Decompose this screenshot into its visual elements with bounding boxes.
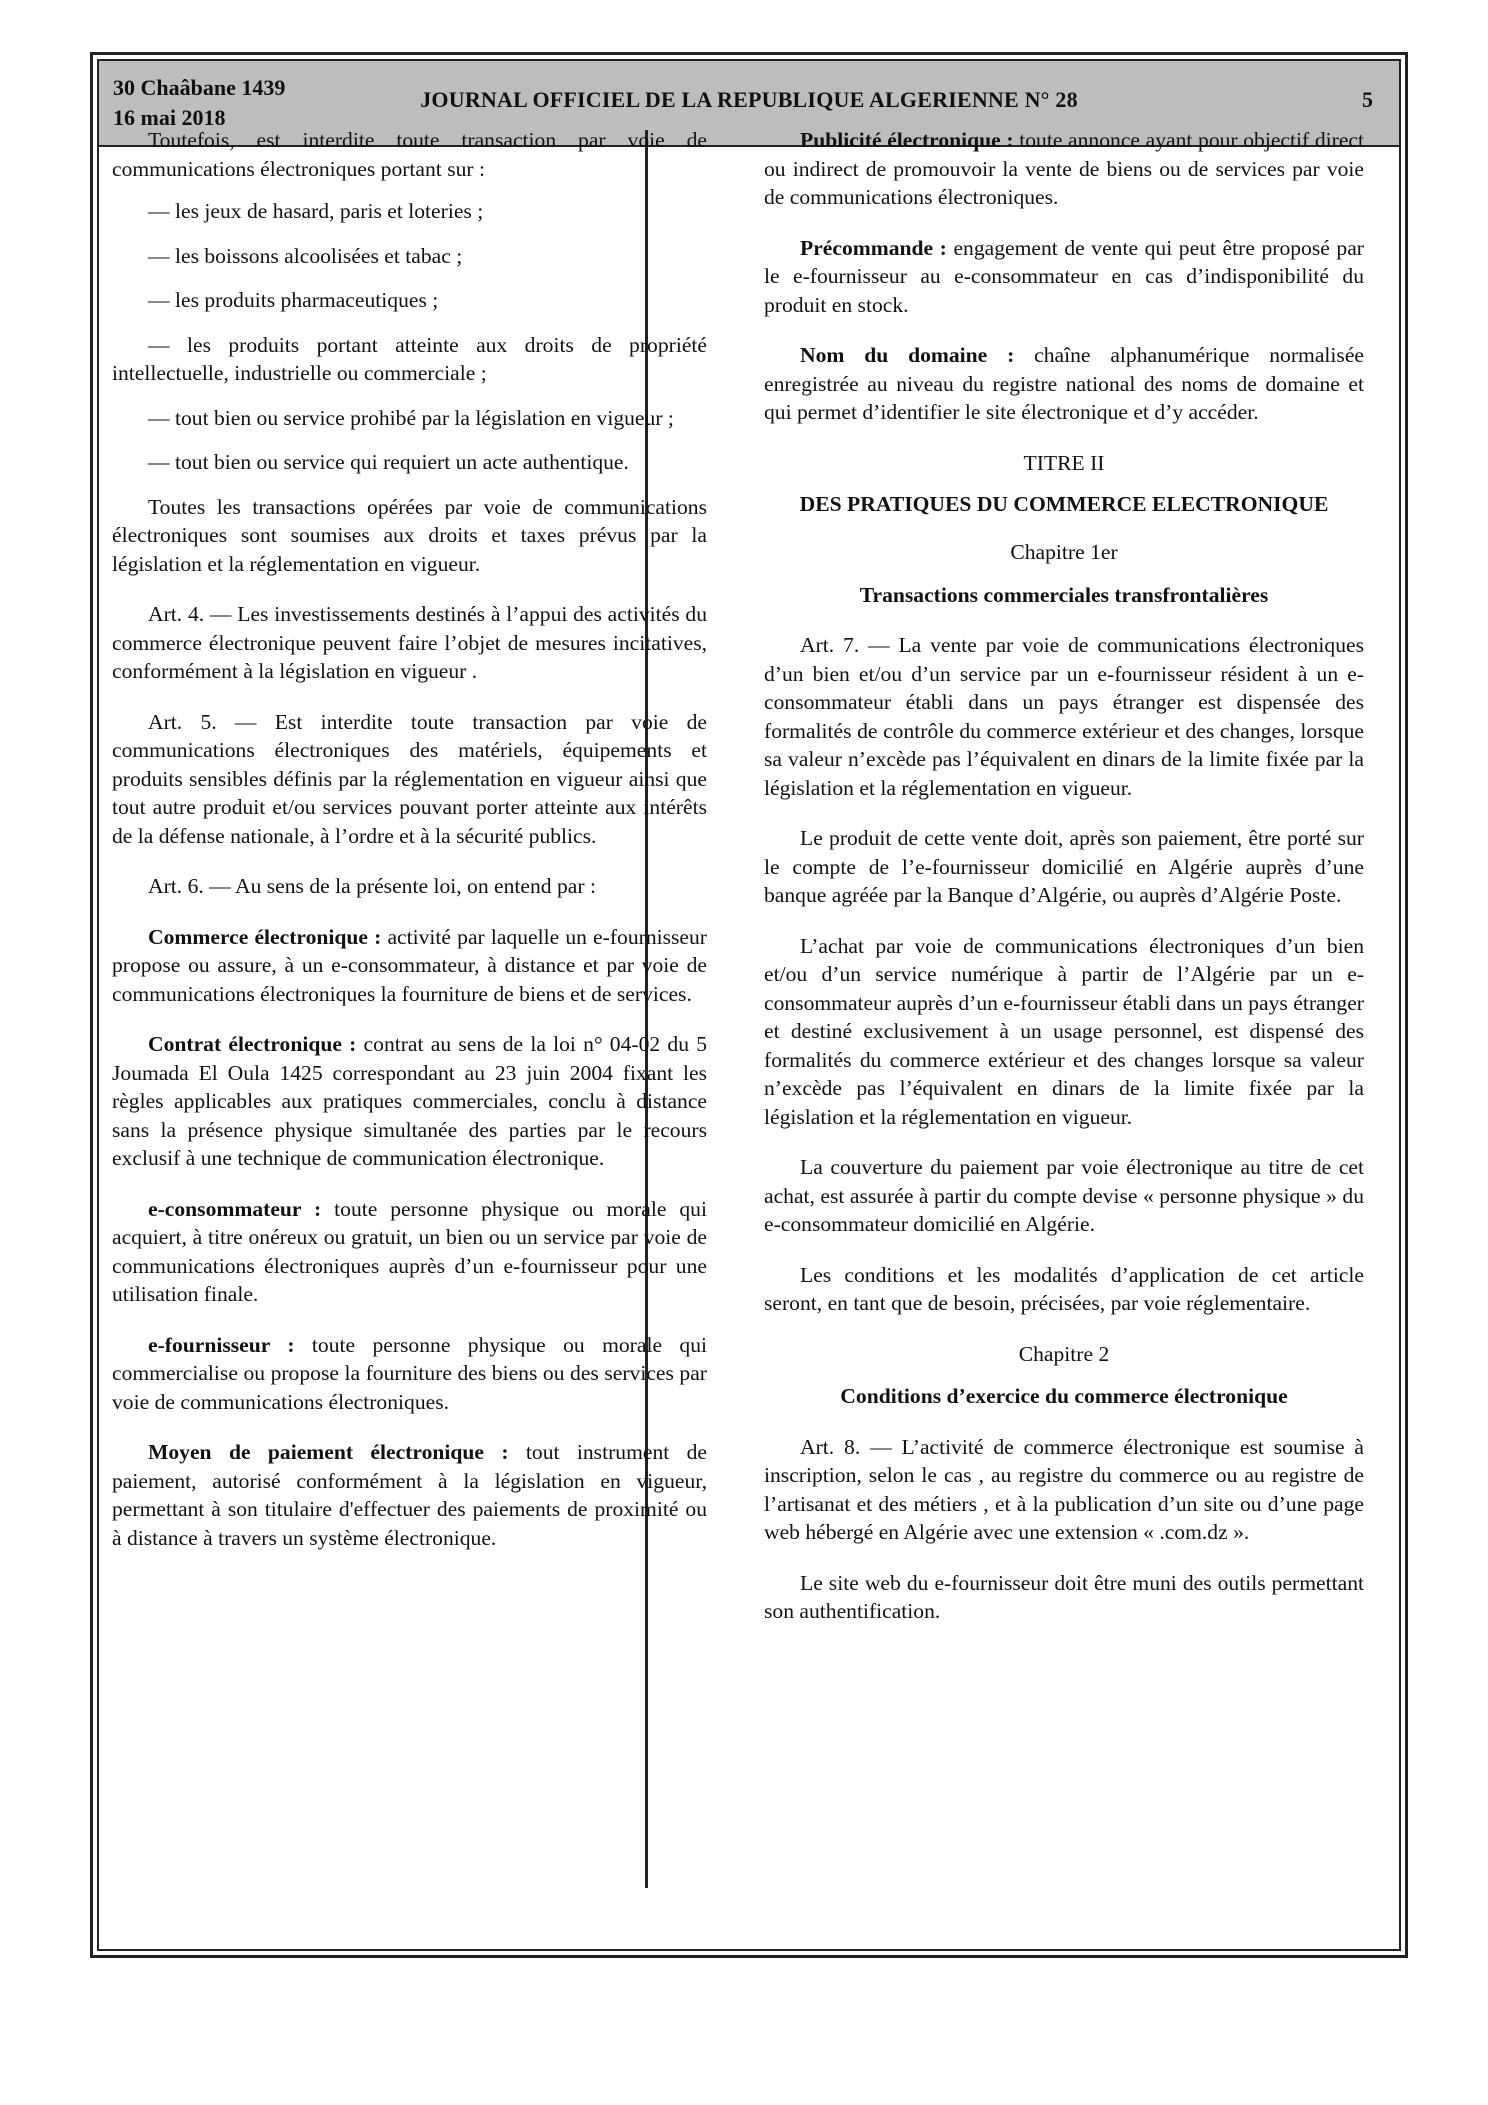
list-item: — les boissons alcoolisées et tabac ; [148, 243, 463, 268]
chapter-1-heading: Chapitre 1er [1010, 540, 1118, 564]
right-column [764, 126, 1364, 1648]
definition-commerce-electronique [112, 923, 707, 1009]
definition-text: tout instrument de paiement, autorisé conformément à la législation en vigueur, permettant à son titulaire d'effectuer des paiements de proximité ou à distance à travers un système électronique. [112, 1440, 707, 1550]
definition-text: toute personne physique ou morale qui acquiert, à titre onéreux ou gratuit, un bien ou un service par voie de communications électroniques auprès d’un e-fournisseur pour une utilisation finale. [112, 1196, 707, 1306]
date-hijri: 30 Chaâbane 1439 [113, 75, 286, 100]
definition-term: e-consommateur : [148, 1196, 322, 1221]
paragraph-site-web: Le site web du e-fournisseur doit être muni des outils permettant son authentification. [764, 1570, 1364, 1623]
date-gregorian: 16 mai 2018 [113, 105, 226, 130]
definition-text: contrat au sens de la loi n° 04-02 du 5 Joumada El Oula 1425 correspondant au 23 juin 2004 fixant les règles applicables aux pratiques commerciales, conclu à distance sans la présence physique simultanée des parties par le recours exclusif à une technique de communication électronique. [112, 1032, 708, 1170]
definition-contrat-electronique [112, 1030, 707, 1173]
definition-publicite-electronique [764, 126, 1364, 212]
definition-term: Contrat électronique : [148, 1032, 357, 1056]
journal-title: JOURNAL OFFICIEL DE LA REPUBLIQUE ALGERIENNE N° 28 [420, 87, 1078, 112]
left-column [112, 126, 707, 1574]
paragraph-couverture: La couverture du paiement par voie électronique au titre de cet achat, est assurée à partir du compte devise « personne physique » du e-consommateur domicilié en Algérie. [764, 1155, 1364, 1236]
definition-nom-du-domaine [764, 341, 1364, 427]
chapter-1-title: Transactions commerciales transfrontalières [859, 582, 1269, 607]
paragraph-produit: Le produit de cette vente doit, après son paiement, être porté sur le compte de l’e-fournisseur domicilié en Algérie auprès d’une banque agréée par la Banque d’Algérie, ou auprès d’Algérie Poste. [764, 826, 1364, 907]
definition-e-fournisseur [112, 1331, 707, 1417]
definition-term: Moyen de paiement électronique : [148, 1440, 509, 1464]
definition-term: Nom du domaine : [800, 343, 1015, 367]
definition-term: Commerce électronique : [148, 924, 382, 949]
definition-term: Publicité électronique : [800, 128, 1014, 152]
article-8: Art. 8. — L’activité de commerce électronique est soumise à inscription, selon le cas , au registre du commerce ou au registre de l’artisanat et des métiers , et à la publication d’un site ou d’une page web hébergé en Algérie avec une extension « .com.dz ». [764, 1434, 1364, 1544]
titre-heading: TITRE II [1023, 450, 1105, 475]
list-item: — les produits portant atteinte aux droits de propriété intellectuelle, industrielle ou commerciale ; [112, 332, 707, 385]
paragraph-interdiction: Toutefois, est interdite toute transaction par voie de communications électroniques portant sur : [112, 128, 707, 181]
paragraph-transactions: Toutes les transactions opérées par voie de communications électroniques sont soumises aux droits et taxes prévus par la législation et la réglementation en vigueur. [112, 494, 707, 576]
definition-moyen-de-paiement [112, 1438, 707, 1552]
article-7: Art. 7. — La vente par voie de communications électroniques d’un bien et/ou d’un service par un e-fournisseur résident à un e-consommateur établi dans un pays étranger est dispensée des formalités de contrôle du commerce extérieur et des changes, lorsque sa valeur n’excède pas l’équivalent en dinars de la limite fixée par la législation et la réglementation en vigueur. [764, 633, 1364, 800]
page-number: 5 [1362, 87, 1373, 112]
definition-text: toute personne physique ou morale qui commercialise ou propose la fourniture des biens ou des services par voie de communications électroniques. [112, 1332, 707, 1414]
list-item: — les produits pharmaceutiques ; [148, 288, 439, 312]
chapter-2-title: Conditions d’exercice du commerce électronique [840, 1384, 1288, 1408]
list-item: — les jeux de hasard, paris et loteries ; [148, 199, 484, 223]
article-4: Art. 4. — Les investissements destinés à l’appui des activités du commerce électronique peuvent faire l’objet de mesures incitatives, conformément à la législation en vigueur . [112, 602, 707, 683]
titre-main-heading: DES PRATIQUES DU COMMERCE ELECTRONIQUE [799, 492, 1329, 516]
definition-precommande [764, 234, 1364, 320]
list-item: — tout bien ou service qui requiert un acte authentique. [148, 450, 629, 474]
paragraph-achat: L’achat par voie de communications électroniques d’un bien et/ou d’un service numérique à partir de l’Algérie par un e-consommateur auprès d’un e-fournisseur établi dans un pays étranger et destiné exclusivement à un usage personnel, est dispensé des formalités du commerce extérieur et des changes lorsque sa valeur n’excède pas l’équivalent en dinars de la limite fixée par la législation et la réglementation en vigueur. [764, 933, 1364, 1129]
definition-text: toute annonce ayant pour objectif direct ou indirect de promouvoir la vente de biens ou de services par voie de communications électroniques. [764, 128, 1364, 209]
paragraph-conditions: Les conditions et les modalités d’application de cet article seront, en tant que de besoin, précisées, par voie réglementaire. [764, 1262, 1364, 1315]
chapter-2-heading: Chapitre 2 [1018, 1341, 1110, 1366]
definition-text: engagement de vente qui peut être proposé par le e-fournisseur au e-consommateur en cas d’indisponibilité du produit en stock. [764, 235, 1364, 317]
definition-term: e-fournisseur : [148, 1332, 295, 1357]
definition-text: chaîne alphanumérique normalisée enregistrée au niveau du registre national des noms de domaine et qui permet d’identifier le site électronique et d’y accéder. [764, 343, 1364, 424]
definition-text: activité par laquelle un e-fournisseur propose ou assure, à un e-consommateur, à distance et par voie de communications électroniques la fourniture de biens et de services. [112, 924, 707, 1006]
definition-term: Précommande : [800, 235, 947, 260]
list-item: — tout bien ou service prohibé par la législation en vigueur ; [148, 405, 674, 430]
article-5: Art. 5. — Est interdite toute transaction par voie de communications électroniques des matériels, équipements et produits sensibles définis par la réglementation en vigueur ainsi que tout autre produit et/ou services pouvant porter atteinte aux intérêts de la défense nationale, à l’ordre et à la sécurité publics. [112, 709, 707, 848]
definition-e-consommateur [112, 1195, 707, 1309]
article-6: Art. 6. — Au sens de la présente loi, on entend par : [148, 874, 596, 898]
